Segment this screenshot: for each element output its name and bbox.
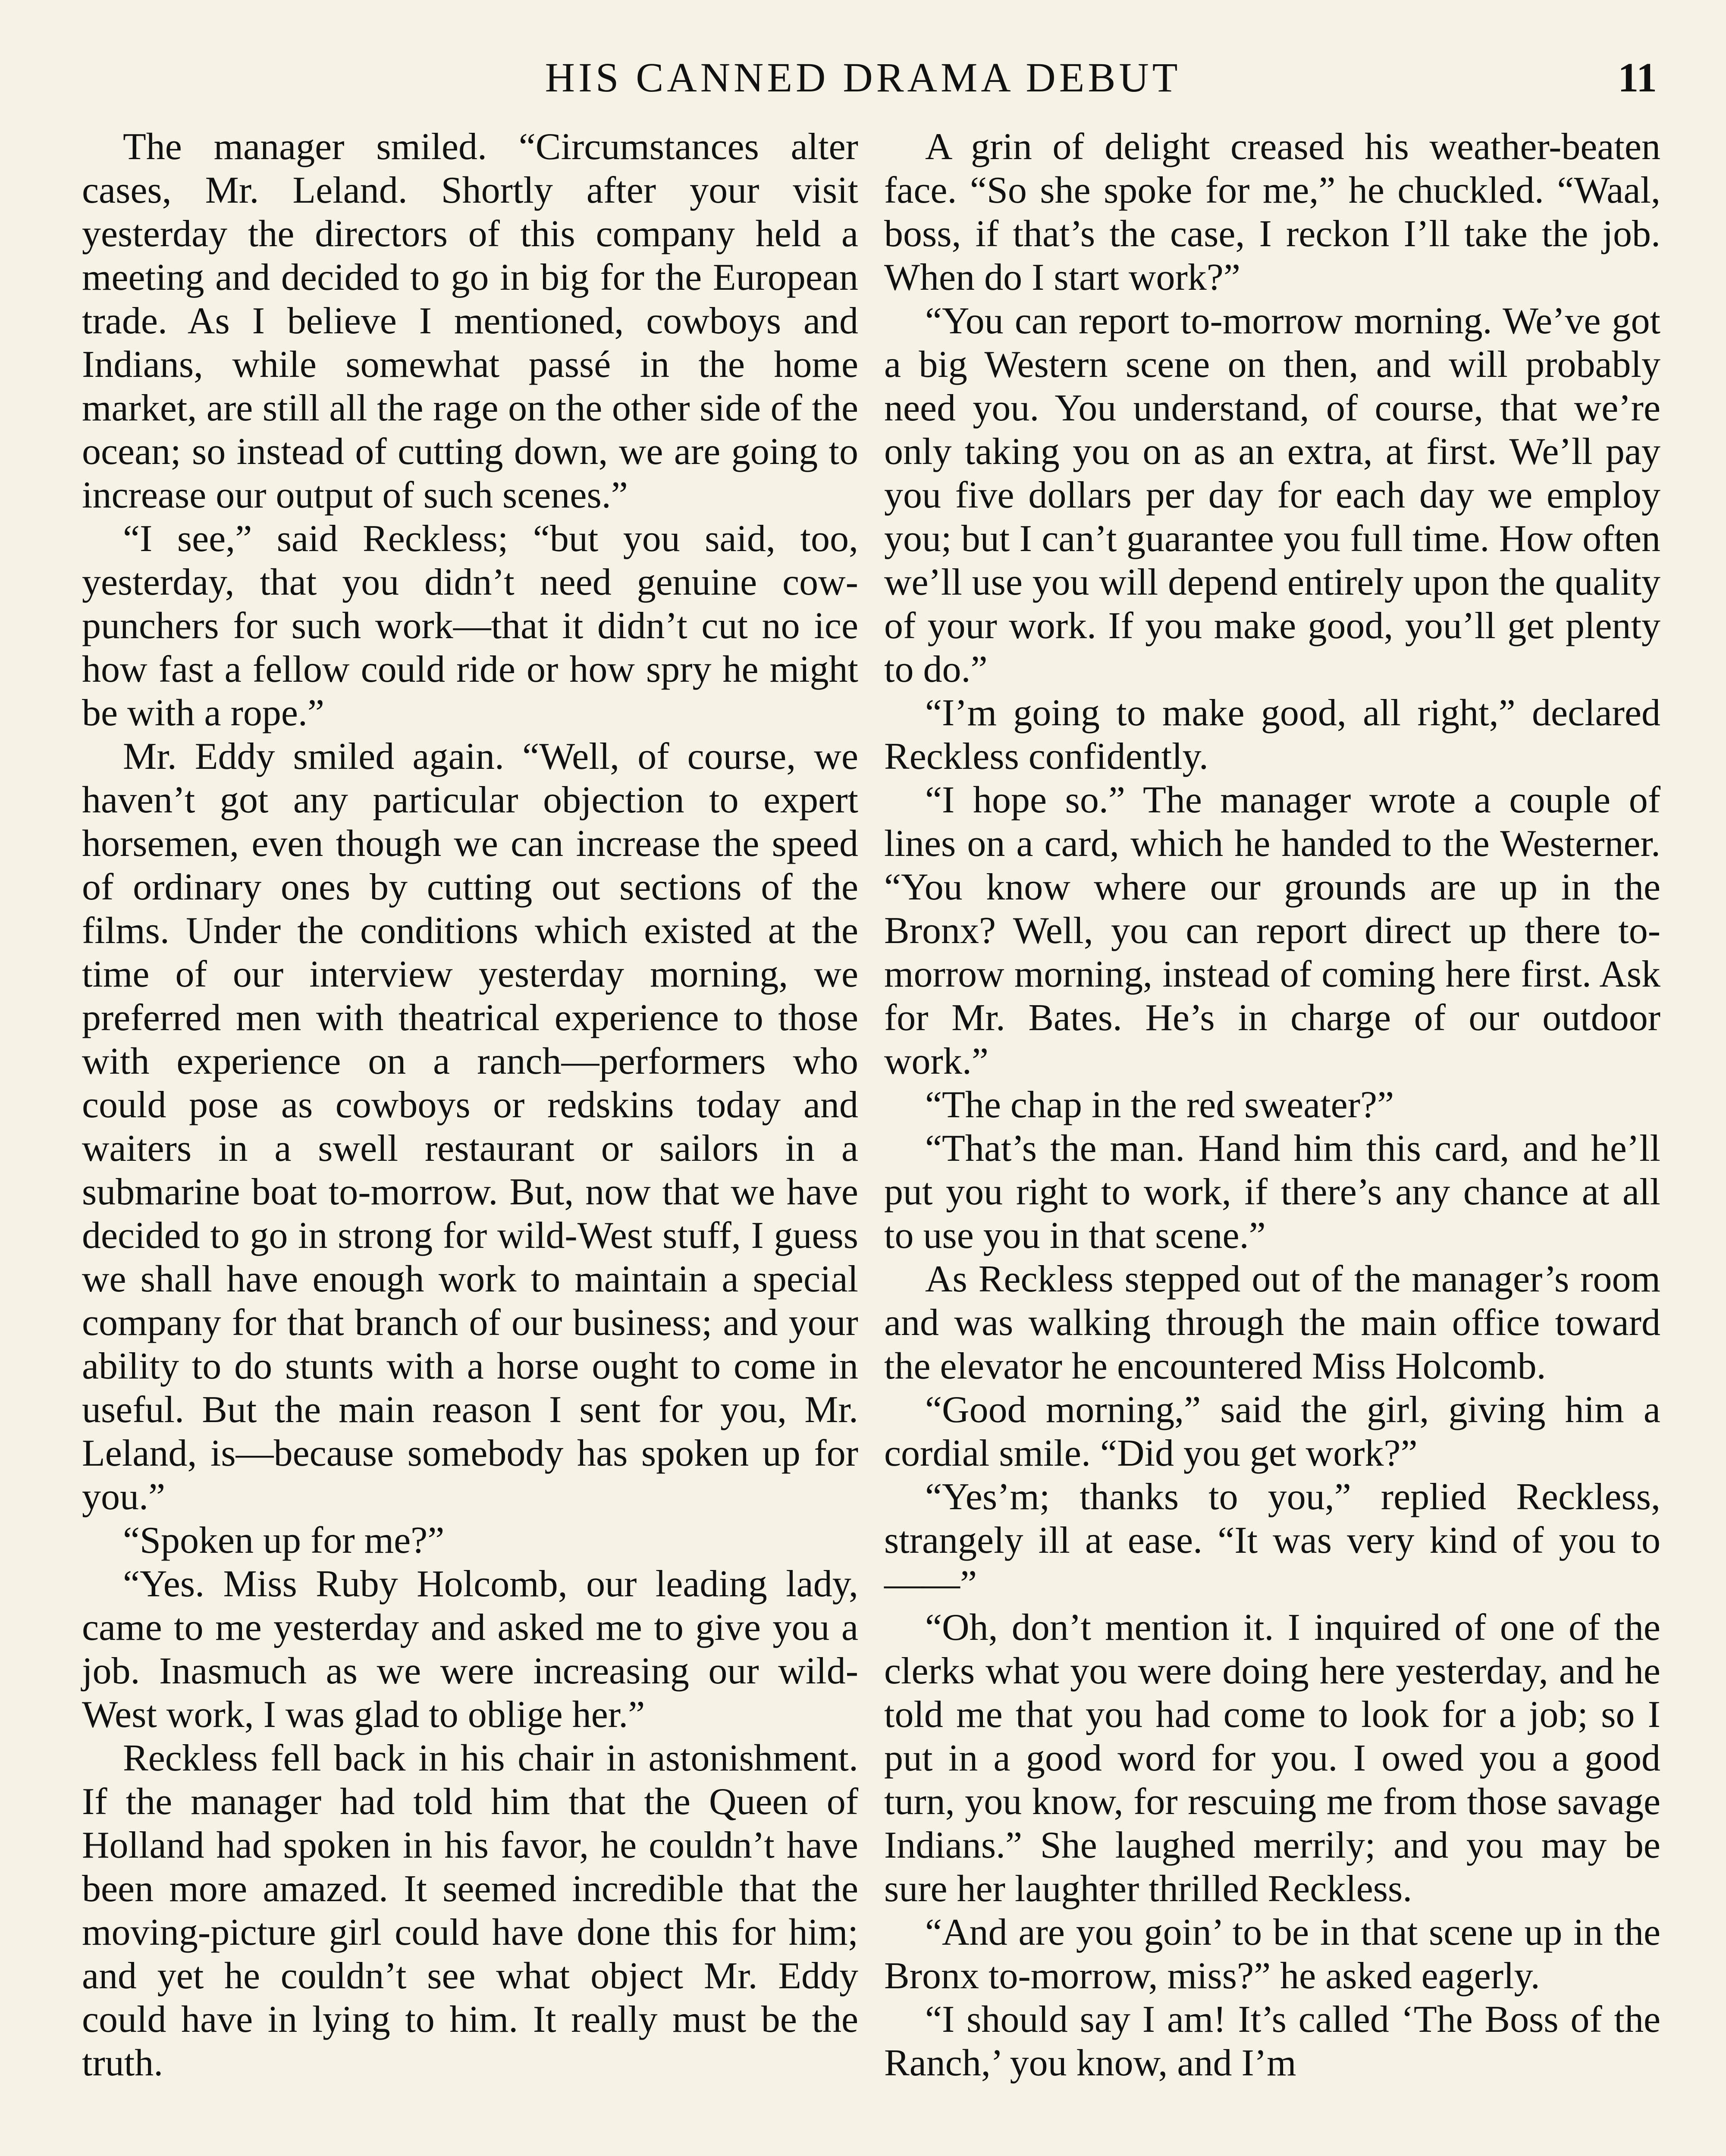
paragraph: “That’s the man. Hand him this card, and he’ll put you right to work, if there’s any chance at all to use you in that scene.” (884, 1128, 1660, 1257)
running-title: HIS CANNED DRAMA DEBUT (545, 54, 1181, 100)
paragraph: “I see,” said Reckless; “but you said, too, yesterday, that you didn’t need genuine cow-punchers for such work—that it didn’t cut no ice how fast a fellow could ride or how spry he might be with a rope.” (82, 518, 858, 734)
page-number: 11 (1618, 54, 1657, 100)
paragraph: “Oh, don’t mention it. I inquired of one of the clerks what you were doing here yesterday, and he told me that you had come to look for a job; so I put in a good word for you. I owed you a good turn, you know, for rescuing me from those savage Indians.” She laughed merrily; and you may be sure her laughter thrilled Reckless. (884, 1607, 1660, 1910)
paragraph: “You can report to-morrow morning. We’ve got a big Western scene on then, and will probably need you. You understand, of course, that we’re only taking you on as an extra, at first. We’ll pay you five dollars per day for each day we employ you; but I can’t guarantee you full time. How often we’ll use you will depend entirely upon the quality of your work. If you make good, you’ll get plenty to do.” (884, 300, 1660, 690)
paragraph: A grin of delight creased his weather-beaten face. “So she spoke for me,” he chuckled. “Waal, boss, if that’s the case, I reckon I’ll take the job. When do I start work?” (884, 126, 1660, 298)
paragraph: “Spoken up for me?” (123, 1520, 445, 1561)
paragraph: “Yes’m; thanks to you,” replied Reckless, strangely ill at ease. “It was very kind of you to——” (884, 1476, 1660, 1605)
paragraph: “I’m going to make good, all right,” declared Reckless confidently. (884, 692, 1660, 777)
paragraph: As Reckless stepped out of the manager’s room and was walking through the main office toward the elevator he encountered Miss Holcomb. (884, 1258, 1660, 1387)
paragraph: “I hope so.” The manager wrote a couple of lines on a card, which he handed to the Westerner. “You know where our grounds are up in the Bronx? Well, you can report direct up there to-morrow morning, instead of coming here first. Ask for Mr. Bates. He’s in charge of our outdoor work.” (884, 779, 1660, 1082)
paragraph: “And are you goin’ to be in that scene up in the Bronx to-morrow, miss?” he asked eagerly. (884, 1912, 1660, 1997)
paragraph: Reckless fell back in his chair in astonishment. If the manager had told him that the Queen of Holland had spoken in his favor, he couldn’t have been more amazed. It seemed incredible that the moving-picture girl could have done this for him; and yet he couldn’t see what object Mr. Eddy could have in lying to him. It really must be the truth. (82, 1737, 858, 2084)
paragraph: “The chap in the red sweater?” (925, 1084, 1394, 1126)
paragraph: “I should say I am! It’s called ‘The Boss of the Ranch,’ you know, and I’m (884, 1999, 1660, 2084)
paragraph: Mr. Eddy smiled again. “Well, of course, we haven’t got any particular objection to expert horsemen, even though we can increase the speed of ordinary ones by cutting out sections of the films. Under the conditions which existed at the time of our interview yesterday morning, we preferred men with theatrical experience to those with experience on a ranch—performers who could pose as cowboys or redskins today and waiters in a swell restaurant or sailors in a submarine boat to-morrow. But, now that we have decided to go in strong for wild-West stuff, I guess we shall have enough work to maintain a special company for that branch of our business; and your ability to do stunts with a horse ought to come in useful. But the main reason I sent for you, Mr. Leland, is—because somebody has spoken up for you.” (82, 736, 858, 1518)
right-column (884, 125, 1660, 2085)
paragraph: “Yes. Miss Ruby Holcomb, our leading lady, came to me yesterday and asked me to give you a job. Inasmuch as we were increasing our wild-West work, I was glad to oblige her.” (82, 1563, 858, 1736)
paragraph: The manager smiled. “Circumstances alter cases, Mr. Leland. Shortly after your visit yesterday the directors of this company held a meeting and decided to go in big for the European trade. As I believe I mentioned, cowboys and Indians, while somewhat passé in the home market, are still all the rage on the other side of the ocean; so instead of cutting down, we are going to increase our output of such scenes.” (82, 126, 858, 516)
paragraph: “Good morning,” said the girl, giving him a cordial smile. “Did you get work?” (884, 1389, 1660, 1474)
left-column (82, 125, 858, 2085)
page-header (0, 52, 1726, 103)
